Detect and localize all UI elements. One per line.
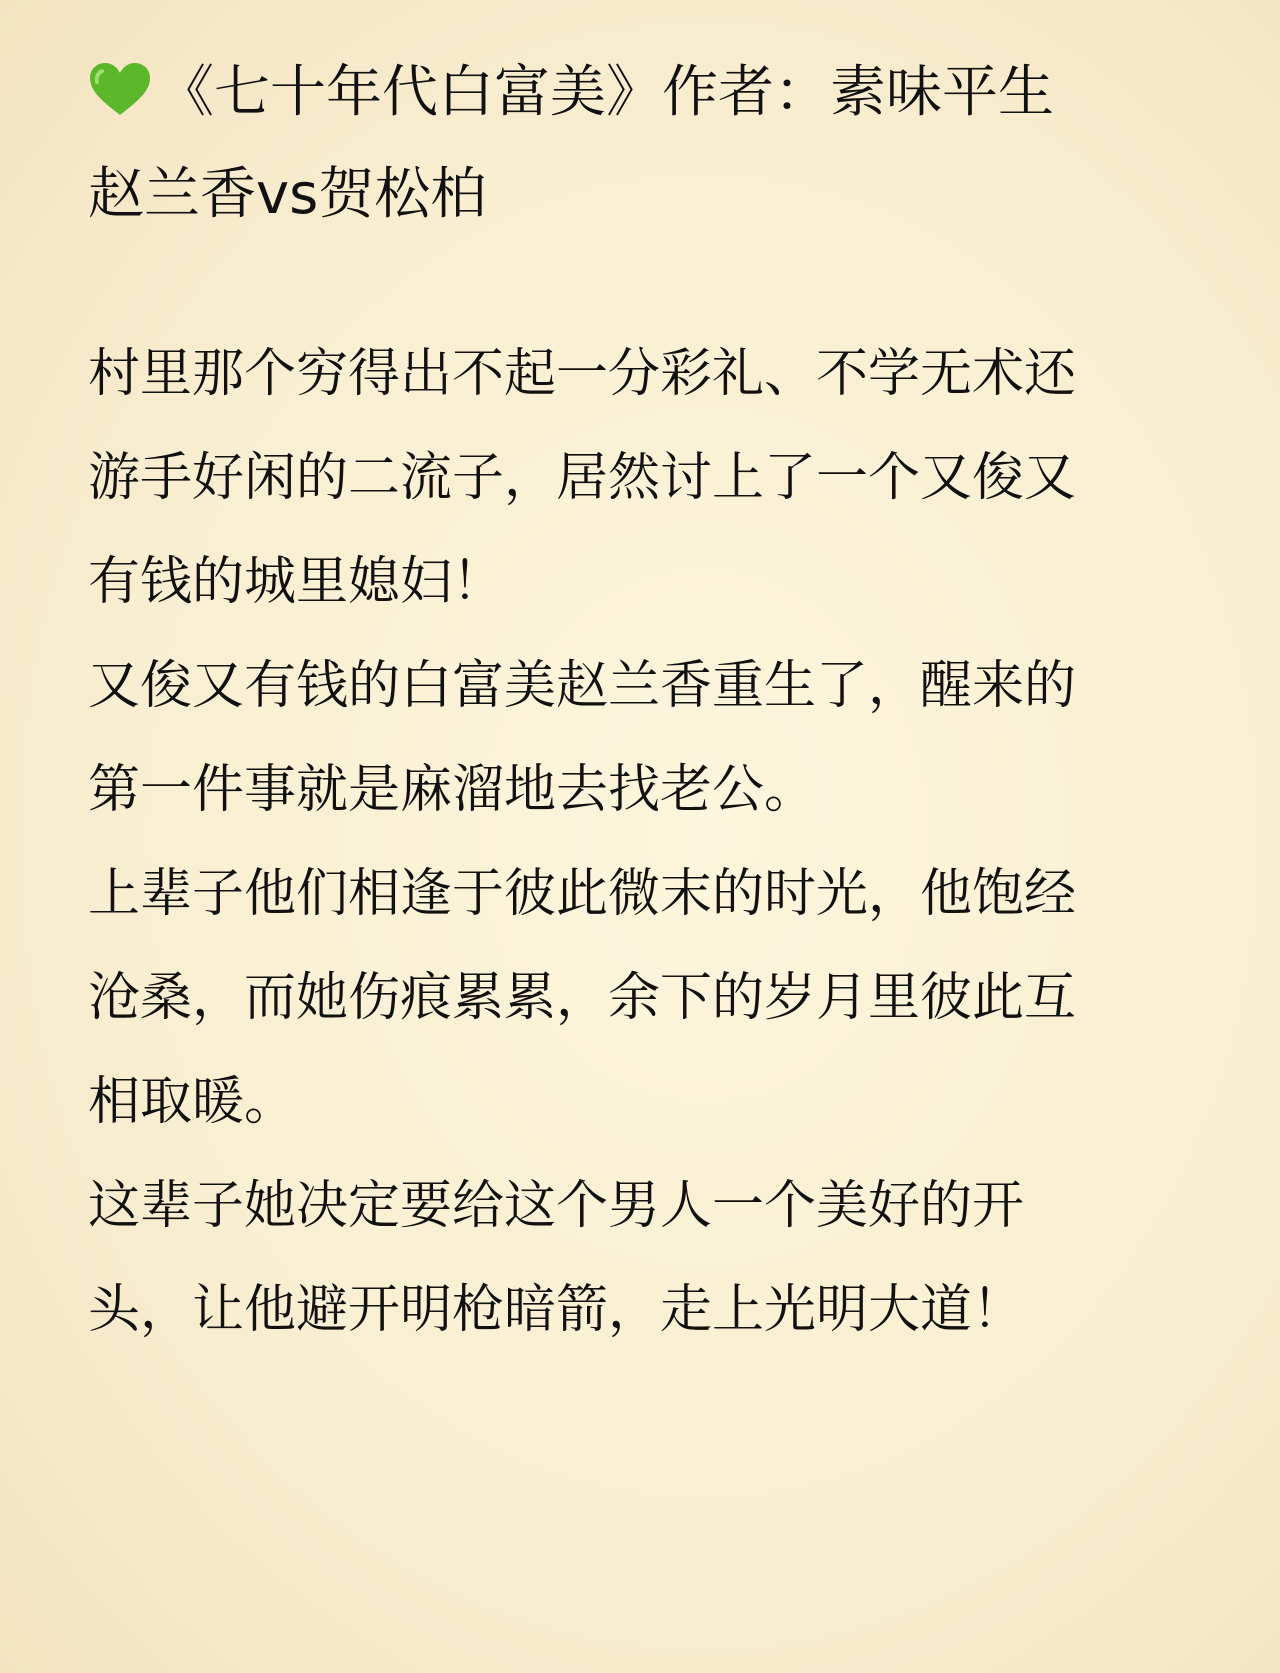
body-line: 游手好闲的二流子，居然讨上了一个又俊又	[88, 448, 1077, 508]
body-line: 沧桑，而她伤痕累累，余下的岁月里彼此互	[88, 968, 1077, 1028]
body-line: 第一件事就是麻溜地去找老公。	[88, 760, 817, 820]
synopsis-body	[88, 344, 1188, 1362]
body-line: 相取暖。	[88, 1072, 297, 1132]
body-line: 村里那个穷得出不起一分彩礼、不学无术还	[88, 344, 1077, 404]
body-line: 上辈子他们相逢于彼此微末的时光，他饱经	[88, 864, 1077, 924]
couple-subtitle: 赵兰香vs贺松柏	[88, 162, 487, 227]
body-line: 这辈子她决定要给这个男人一个美好的开	[88, 1176, 1025, 1236]
green-heart-icon	[88, 61, 152, 117]
body-line: 有钱的城里媳妇！	[88, 552, 505, 612]
title-text: 《七十年代白富美》作者：素味平生	[158, 60, 1054, 125]
body-line: 又俊又有钱的白富美赵兰香重生了，醒来的	[88, 656, 1077, 716]
body-line: 头，让他避开明枪暗箭，走上光明大道！	[88, 1280, 1025, 1340]
post-title	[88, 58, 1054, 128]
